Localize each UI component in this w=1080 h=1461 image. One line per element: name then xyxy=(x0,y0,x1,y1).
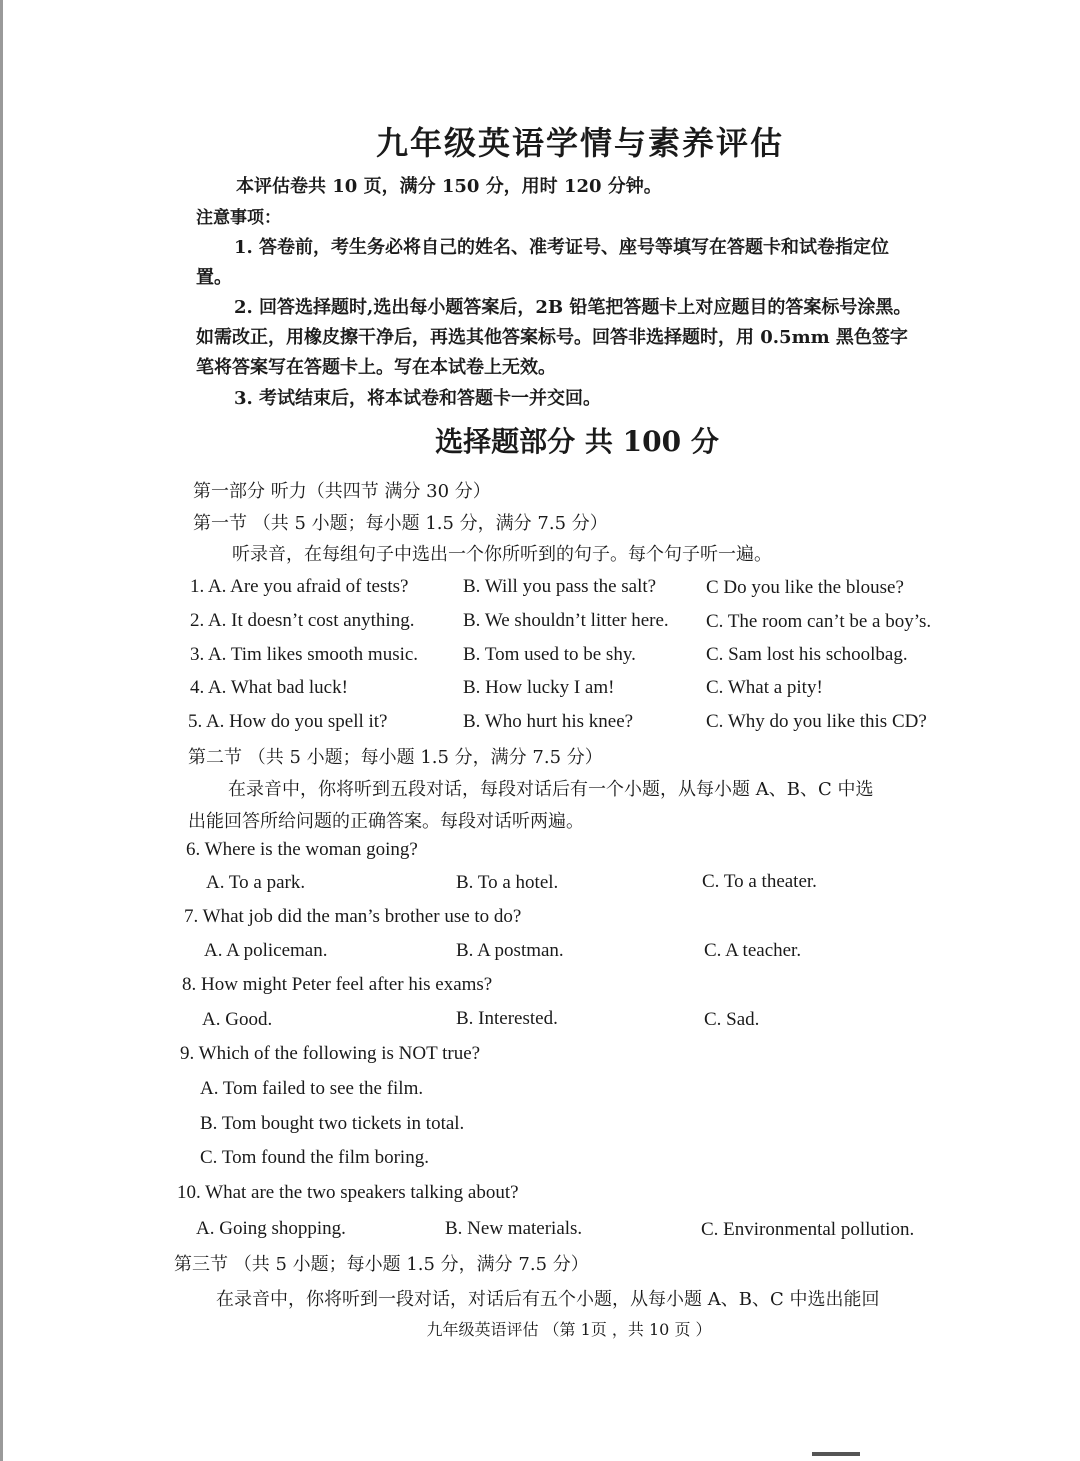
notice-2-line-3: 笔将答案写在答题卡上。写在本试卷上无效。 xyxy=(196,357,556,378)
q5-option-c: C. Why do you like this CD? xyxy=(706,711,927,732)
notice-3: 3. 考试结束后，将本试卷和答题卡一并交回。 xyxy=(234,388,602,409)
exam-intro: 本评估卷共 10 页，满分 150 分，用时 120 分钟。 xyxy=(236,176,662,197)
q6-option-a: A. To a park. xyxy=(206,872,306,893)
q8-question: 8. How might Peter feel after his exams? xyxy=(182,974,493,995)
page-title: 九年级英语学情与素养评估 xyxy=(375,124,784,162)
section-title: 选择题部分 共 100 分 xyxy=(435,425,719,458)
q6-question: 6. Where is the woman going? xyxy=(186,839,418,860)
q1-option-c: C Do you like the blouse? xyxy=(706,577,904,598)
q3-option-c: C. Sam lost his schoolbag. xyxy=(706,644,908,665)
notice-heading: 注意事项： xyxy=(196,208,281,228)
q9-question: 9. Which of the following is NOT true? xyxy=(180,1043,481,1064)
notice-1-line-2: 置。 xyxy=(196,267,232,288)
q6-option-c: C. To a theater. xyxy=(702,871,817,892)
q1-option-a: 1. A. Are you afraid of tests? xyxy=(190,576,409,597)
q2-option-b: B. We shouldn’t litter here. xyxy=(463,610,669,631)
section1-heading: 第一节 （共 5 小题；每小题 1.5 分，满分 7.5 分） xyxy=(193,513,608,534)
q1-option-b: B. Will you pass the salt? xyxy=(463,576,657,597)
q8-option-a: A. Good. xyxy=(202,1009,273,1030)
q7-option-a: A. A policeman. xyxy=(204,940,328,961)
q5-option-a: 5. A. How do you spell it? xyxy=(188,711,388,732)
q3-option-b: B. Tom used to be shy. xyxy=(463,644,636,665)
q10-option-a: A. Going shopping. xyxy=(196,1218,346,1239)
section3-heading: 第三节 （共 5 小题；每小题 1.5 分，满分 7.5 分） xyxy=(174,1254,589,1275)
section2-instruction-line-1: 在录音中，你将听到五段对话，每段对话后有一个小题，从每小题 A、B、C 中选 xyxy=(228,779,874,800)
q10-question: 10. What are the two speakers talking about? xyxy=(177,1182,519,1203)
q8-option-c: C. Sad. xyxy=(704,1009,760,1030)
q9-option-b: B. Tom bought two tickets in total. xyxy=(200,1113,465,1134)
page-edge xyxy=(0,0,3,1461)
q2-option-a: 2. A. It doesn’t cost anything. xyxy=(190,610,415,631)
q7-option-c: C. A teacher. xyxy=(704,940,802,961)
q10-option-c: C. Environmental pollution. xyxy=(701,1219,915,1240)
scan-mark xyxy=(812,1452,860,1456)
q7-option-b: B. A postman. xyxy=(456,940,564,961)
q6-option-b: B. To a hotel. xyxy=(456,872,559,893)
q4-option-b: B. How lucky I am! xyxy=(463,677,615,698)
q8-option-b: B. Interested. xyxy=(456,1008,558,1029)
section1-instruction: 听录音，在每组句子中选出一个你所听到的句子。每个句子听一遍。 xyxy=(232,544,772,565)
section2-heading: 第二节 （共 5 小题；每小题 1.5 分，满分 7.5 分） xyxy=(188,747,603,768)
page-footer: 九年级英语评估 （第 1页 ，共 10 页 ） xyxy=(426,1320,712,1339)
section3-instruction: 在录音中，你将听到一段对话，对话后有五个小题，从每小题 A、B、C 中选出能回 xyxy=(216,1289,880,1310)
q9-option-c: C. Tom found the film boring. xyxy=(200,1147,429,1168)
notice-2-line-2: 如需改正，用橡皮擦干净后，再选其他答案标号。回答非选择题时，用 0.5mm 黑色签字 xyxy=(196,327,908,348)
q5-option-b: B. Who hurt his knee? xyxy=(463,711,634,732)
q7-question: 7. What job did the man’s brother use to do? xyxy=(184,906,522,927)
q10-option-b: B. New materials. xyxy=(445,1218,583,1239)
section2-instruction-line-2: 出能回答所给问题的正确答案。每段对话听两遍。 xyxy=(188,811,584,832)
notice-2-line-1: 2. 回答选择题时,选出每小题答案后，2B 铅笔把答题卡上对应题目的答案标号涂黑。 xyxy=(234,297,912,318)
q2-option-c: C. The room can’t be a boy’s. xyxy=(706,611,932,632)
q3-option-a: 3. A. Tim likes smooth music. xyxy=(190,644,419,665)
q4-option-c: C. What a pity! xyxy=(706,677,823,698)
q9-option-a: A. Tom failed to see the film. xyxy=(200,1078,424,1099)
part1-heading: 第一部分 听力（共四节 满分 30 分） xyxy=(193,481,491,502)
q4-option-a: 4. A. What bad luck! xyxy=(190,677,348,698)
notice-1-line-1: 1. 答卷前，考生务必将自己的姓名、准考证号、座号等填写在答题卡和试卷指定位 xyxy=(234,237,890,258)
